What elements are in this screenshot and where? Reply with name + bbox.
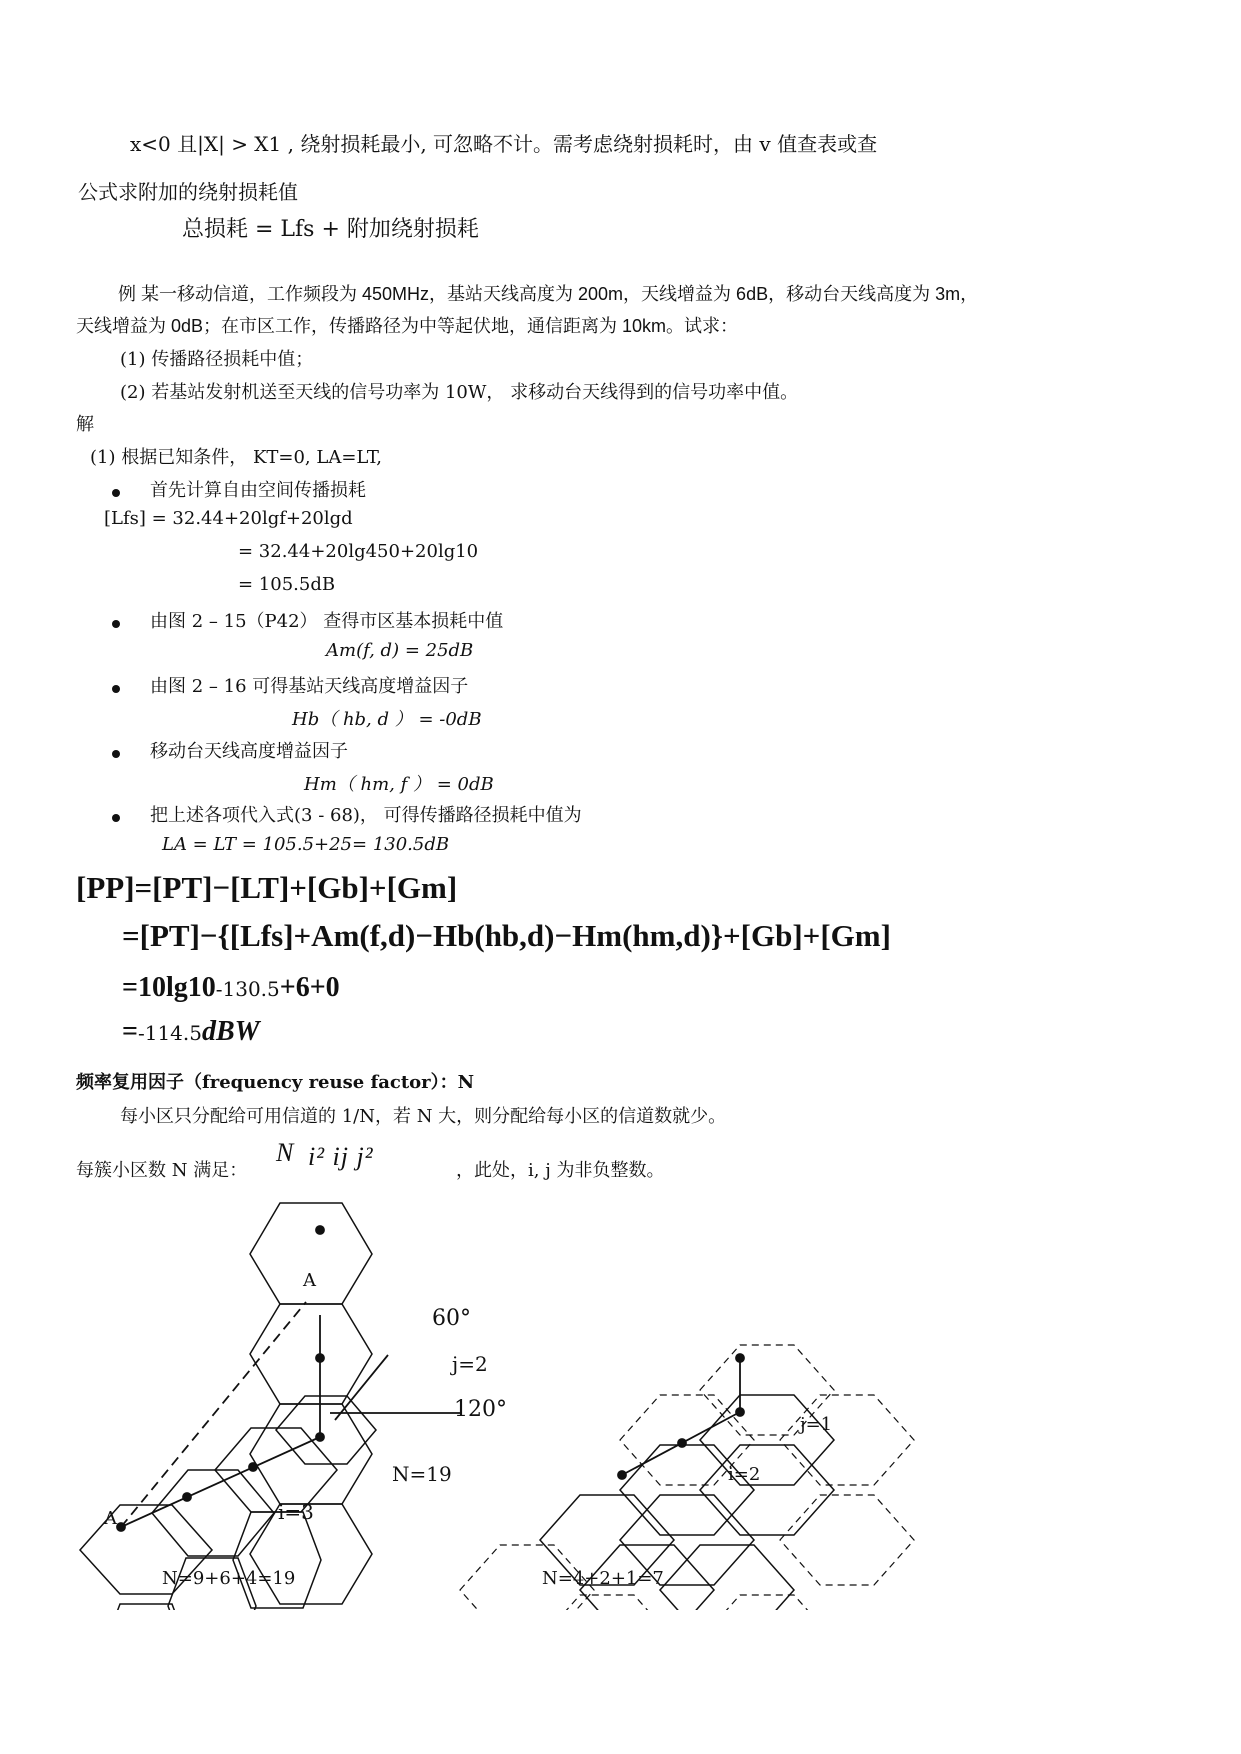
- cluster-formula-n: N: [276, 1138, 294, 1167]
- hex-cell: [660, 1545, 794, 1610]
- hex-cell: [250, 1404, 372, 1504]
- cell-dot: [316, 1433, 324, 1441]
- bullet-base-gain: 由图 2 – 16 可得基站天线高度增益因子: [150, 676, 469, 697]
- bullet-icon: [112, 620, 120, 628]
- label-a-bottom: A: [104, 1508, 117, 1529]
- hex-cell: [780, 1395, 914, 1485]
- dashed-diagonal: [121, 1302, 306, 1527]
- total-loss-formula: 总损耗 = Lfs + 附加绕射损耗: [182, 217, 479, 242]
- cell-dot: [618, 1471, 626, 1479]
- intro-line-1-text: x<0 且|X| > X1 , 绕射损耗最小, 可忽略不计。需考虑绕射损耗时，由 v 值查表或查: [130, 132, 878, 156]
- cluster-formula-body: i² ij j²: [308, 1142, 374, 1171]
- cluster-prefix: 每簇小区数 N 满足：: [76, 1160, 248, 1181]
- intro-line-1: [130, 128, 877, 157]
- power-formula-line-3b: -130.5: [215, 977, 280, 1001]
- label-j-2: j=2: [452, 1352, 488, 1376]
- label-j-1: j=1: [800, 1414, 833, 1435]
- hex-cell: [780, 1495, 914, 1585]
- cell-dot: [678, 1439, 686, 1447]
- bullet-icon: [112, 814, 120, 822]
- cell-dot: [316, 1354, 324, 1362]
- hex-cell: [233, 1512, 321, 1608]
- left-hex-figure: [102, 1203, 372, 1610]
- hex-cell: [540, 1595, 674, 1610]
- bullet-icon: [112, 685, 120, 693]
- solution-label: 解: [76, 414, 94, 435]
- hex-cell: [700, 1445, 834, 1535]
- hex-cell: [620, 1445, 754, 1535]
- caption-n-7: N=4+2+1=7: [542, 1568, 664, 1589]
- reuse-description: 每小区只分配给可用信道的 1/N，若 N 大，则分配给每小区的信道数就少。: [120, 1106, 727, 1127]
- hex-cell: [276, 1396, 376, 1464]
- label-i-2: i=2: [728, 1464, 761, 1485]
- cell-dot: [316, 1226, 324, 1234]
- hex-cell: [700, 1395, 834, 1485]
- left-hex-figure-overlay: [80, 1396, 376, 1594]
- hex-cell: [102, 1604, 190, 1610]
- eq-free-space-1: [Lfs] = 32.44+20lgf+20lgd: [104, 508, 353, 529]
- example-line-1: 例 某一移动信道，工作频段为 450MHz，基站天线高度为 200m，天线增益为 6dB，移动台天线高度为 3m，: [118, 284, 979, 304]
- label-i-3: i=3: [278, 1500, 314, 1524]
- eq-mobile-gain: Hm（ hm, f ） = 0dB: [304, 774, 494, 795]
- caption-n-19: N=9+6+4=19: [162, 1568, 296, 1589]
- eq-path-loss: LA = LT = 105.5+25= 130.5dB: [162, 834, 450, 855]
- power-formula-line-4c: dBW: [201, 1016, 260, 1047]
- example-line-2: 天线增益为 0dB；在市区工作，传播路径为中等起伏地，通信距离为 10km。试求：: [76, 316, 739, 336]
- cell-dot: [736, 1354, 744, 1362]
- label-a-top: A: [303, 1270, 316, 1291]
- bullet-icon: [112, 489, 120, 497]
- label-angle-60: 60°: [432, 1306, 471, 1331]
- power-formula-line-3c: +6+0: [279, 972, 340, 1003]
- cell-dot: [183, 1493, 191, 1501]
- bullet-icon: [112, 750, 120, 758]
- power-formula-line-4b: -114.5: [137, 1021, 202, 1045]
- hex-cell: [250, 1304, 372, 1404]
- power-formula-line-4: [122, 1016, 260, 1048]
- bullet-free-space: 首先计算自由空间传播损耗: [150, 480, 366, 501]
- cell-dot: [249, 1463, 257, 1471]
- hex-cluster-figures: [0, 1190, 1241, 1610]
- hex-cell: [700, 1595, 834, 1610]
- power-formula-line-3: [122, 972, 340, 1004]
- eq-urban-loss: Am(f, d) = 25dB: [326, 640, 474, 661]
- power-formula-line-2: =[PT]−{[Lfs]+Am(f,d)−Hb(hb,d)−Hm(hm,d)}+[Gb]+[Gm]: [122, 918, 891, 953]
- reuse-heading: 频率复用因子（frequency reuse factor）：N: [76, 1072, 475, 1093]
- bullet-substitute: 把上述各项代入式(3 - 68)， 可得传播路径损耗中值为: [150, 805, 582, 826]
- example-question-1: (1) 传播路径损耗中值；: [120, 349, 314, 370]
- power-formula-line-3a: =10lg10: [122, 972, 216, 1003]
- bullet-urban-loss: 由图 2 – 15（P42） 查得市区基本损耗中值: [150, 611, 504, 632]
- eq-free-space-2: = 32.44+20lg450+20lg10: [238, 541, 479, 562]
- label-angle-120: 120°: [454, 1397, 507, 1422]
- cell-dot: [117, 1523, 125, 1531]
- power-formula-line-1: [PP]=[PT]−[LT]+[Gb]+[Gm]: [76, 870, 458, 905]
- label-n-19: N=19: [392, 1462, 452, 1486]
- eq-base-gain: Hb（ hb, d ） = -0dB: [292, 709, 482, 730]
- solution-condition: (1) 根据已知条件， KT=0, LA=LT,: [90, 447, 382, 468]
- angle-arrow-60: [335, 1355, 388, 1420]
- right-hex-figure-dashed: [460, 1345, 914, 1610]
- eq-free-space-3: = 105.5dB: [238, 574, 336, 595]
- intro-line-2: 公式求附加的绕射损耗值: [78, 180, 298, 204]
- cluster-suffix: ，此处，i, j 为非负整数。: [456, 1160, 665, 1181]
- power-formula-line-4a: =: [122, 1016, 138, 1047]
- bullet-mobile-gain: 移动台天线高度增益因子: [150, 741, 348, 762]
- cell-dot: [736, 1408, 744, 1416]
- example-question-2: (2) 若基站发射机送至天线的信号功率为 10W， 求移动台天线得到的信号功率中值。: [120, 382, 799, 403]
